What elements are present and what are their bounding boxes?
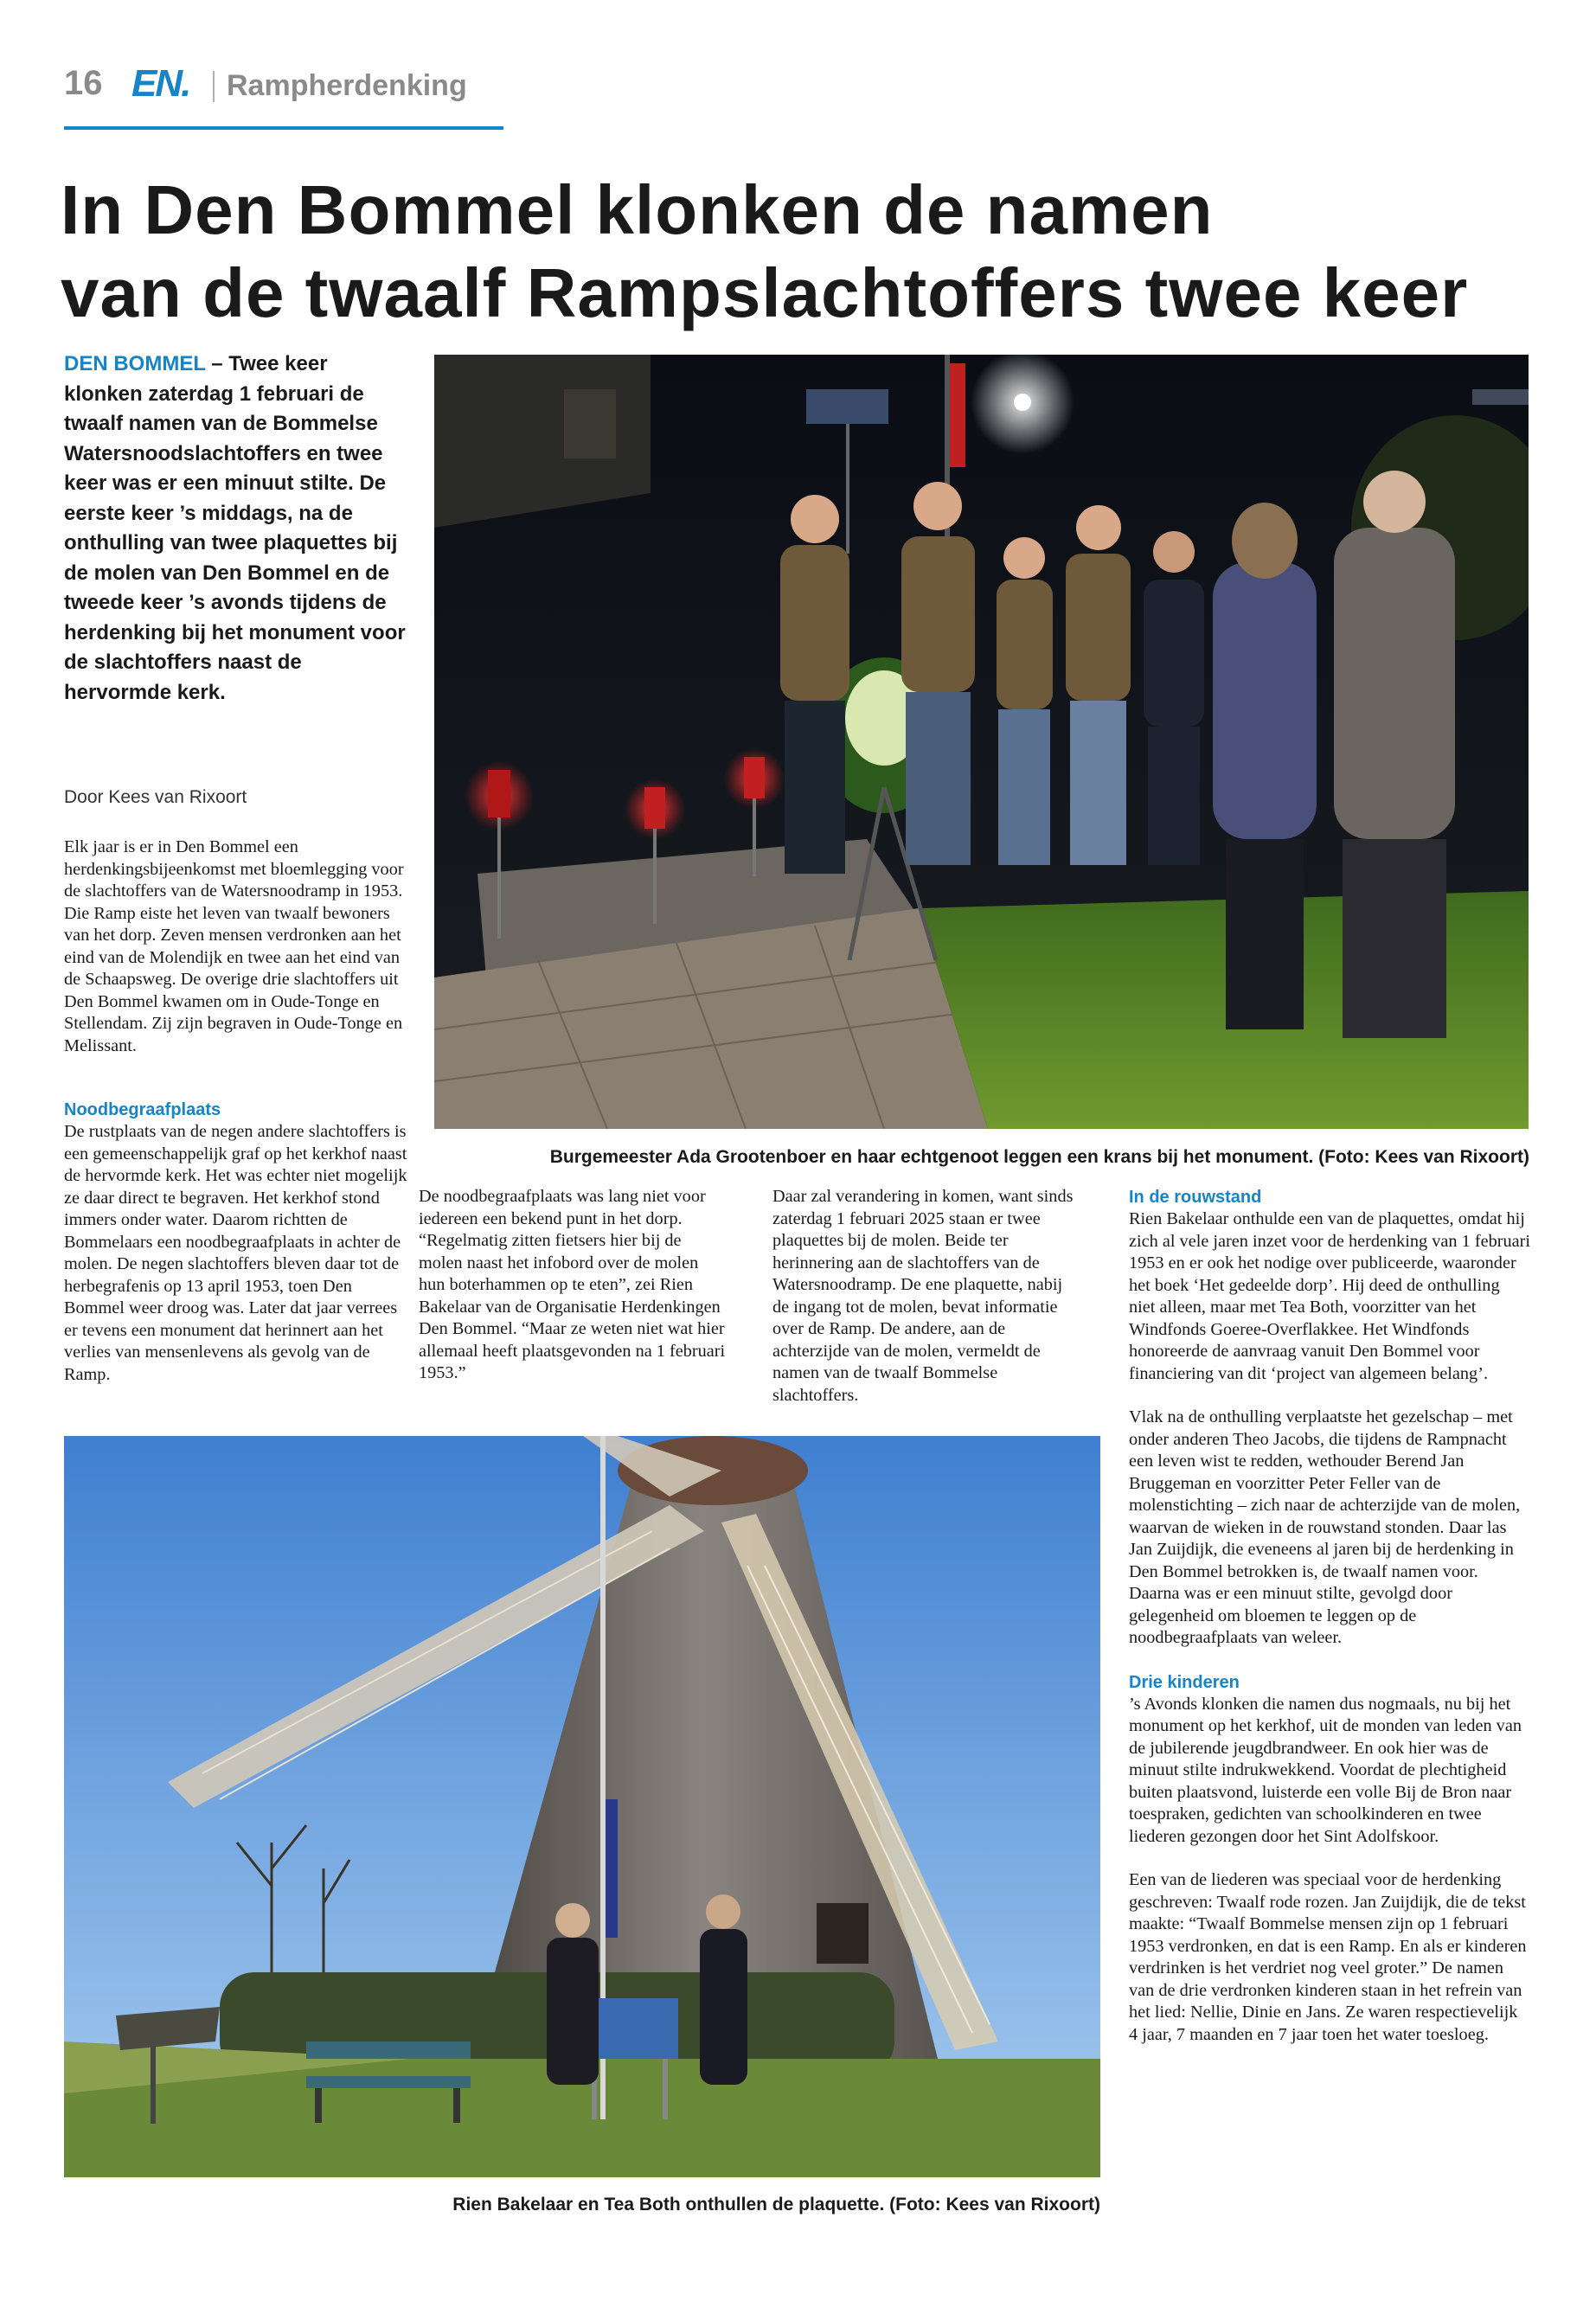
paragraph: De rustplaats van de negen andere slachtoffers is een gemeenschappelijk graf op het kerkhof naast de hervormde kerk. Het was echter niet mogelijk ze daar direct te begraven. Het kerkhof stond immers onder water. Daarom richtten de Bommelaars een noodbegraafplaats in achter de molen. De negen slachtoffers bleven daar tot de herbegrafenis op 13 april 1953, toen Den Bommel weer droog was. Later dat jaar verrees er tevens een monument dat herinnert aan het verlies van mensenlevens als gevolg van de Ramp.	[64, 1122, 407, 1384]
headline	[61, 169, 1548, 335]
subhead-drie-kinderen: Drie kinderen	[1129, 1672, 1240, 1692]
header-separator	[213, 71, 215, 102]
dateline: DEN BOMMEL	[64, 352, 206, 375]
paragraph: Een van de liederen was speciaal voor de herdenking geschreven: Twaalf rode rozen. Jan Zuijdijk, die de tekst maakte: “Twaalf Bommelse mensen zijn op 1 februari 1953 verdronken, en dat is een Ramp. En als er kinderen verdrinken is het verdriet nog veel groter.” De namen van de drie verdronken kinderen staan in het refrein van het lied: Nellie, Dinie en Jans. Ze waren respectievelijk 4 jaar, 7 maanden en 7 jaar toen het water toesloeg.	[1129, 1870, 1527, 2044]
column-1-bottom	[64, 1099, 410, 1386]
night-memorial-illustration	[434, 355, 1529, 1129]
intro-lead	[64, 349, 410, 708]
column-4	[1129, 1186, 1530, 2046]
header-rule	[64, 126, 503, 130]
publication-logo: EN.	[131, 62, 190, 105]
caption-bottom-photo: Rien Bakelaar en Tea Both onthullen de plaquette. (Foto: Kees van Rixoort)	[452, 2195, 1100, 2214]
column-2	[419, 1186, 727, 1385]
column-3	[772, 1186, 1080, 1407]
paragraph: ’s Avonds klonken die namen dus nogmaals, nu bij het monument op het kerkhof, uit de monden van leden van de jubilerende jeugdbrandweer. En ook hier was de minuut stilte indrukwekkend. Voordat de plechtigheid buiten plaatsvond, luisterde een volle Bij de Bron naar toespraken, gedichten van schoolkinderen en twee liederen gezongen door het Sint Adolfskoor.	[1129, 1694, 1522, 1846]
photo-windmill-unveiling	[64, 1436, 1100, 2177]
caption-top-photo: Burgemeester Ada Grootenboer en haar echtgenoot leggen een krans bij het monument. (Foto: Kees van Rixoort)	[549, 1147, 1529, 1167]
paragraph: Rien Bakelaar onthulde een van de plaquettes, omdat hij zich al vele jaren inzet voor de herdenking van 1 februari 1953 en er ook het nodige over publiceerde, waaronder het boek ‘Het gedeelde dorp’. Hij deed de onthulling niet alleen, maar met Tea Both, voorzitter van het Windfonds Goeree-Overflakkee. Het Windfonds honoreerde de aanvraag vanuit Den Bommel voor financiering van dit ‘project van algemeen belang’.	[1129, 1209, 1531, 1383]
headline-line-1: In Den Bommel klonken de namen	[61, 171, 1214, 248]
byline: Door Kees van Rixoort	[64, 787, 247, 807]
headline-line-2: van de twaalf Rampslachtoffers twee keer	[61, 254, 1469, 331]
paragraph: Vlak na de onthulling verplaatste het gezelschap – met onder anderen Theo Jacobs, die tijdens de Rampnacht een leven wist te redden, wethouder Berend Jan Bruggeman en voorzitter Peter Feller van de molenstichting – zich naar de achterzijde van de molen, waarvan de wieken in de rouwstand stonden. Daar las Jan Zuijdijk, die eveneens al jaren bij de herdenking in Den Bommel betrokken is, de twaalf namen voor. Daarna was er een minuut stilte, gevolgd door gelegenheid om bloemen te leggen op de noodbegraafplaats van weleer.	[1129, 1407, 1521, 1647]
subhead-noodbegraafplaats: Noodbegraafplaats	[64, 1100, 221, 1119]
paragraph: Elk jaar is er in Den Bommel een herdenkingsbijeenkomst met bloemlegging voor de slachtoffers van de Watersnoodramp in 1953. Die Ramp eiste het leven van twaalf bewoners van het dorp. Zeven mensen verdronken aan het eind van de Molendijk en twee aan het eind van de Schaapsweg. De overige drie slachtoffers uit Den Bommel kwamen om in Oude-Tonge en Stellendam. Zij zijn begraven in Oude-Tonge en Melissant.	[64, 837, 404, 1055]
subhead-in-de-rouwstand: In de rouwstand	[1129, 1188, 1262, 1207]
paragraph: Daar zal verandering in komen, want sinds zaterdag 1 februari 2025 staan er twee plaquettes bij de molen. Beide ter herinnering aan de slachtoffers van de Watersnoodramp. De ene plaquette, nabij de ingang tot de molen, bevat informatie over de Ramp. De andere, aan de achterzijde van de molen, vermeldt de namen van de twaalf Bommelse slachtoffers.	[772, 1187, 1074, 1405]
photo-night-memorial	[434, 355, 1529, 1129]
column-1-top	[64, 836, 410, 1057]
windmill-illustration	[64, 1436, 1100, 2177]
section-label: Rampherdenking	[227, 69, 467, 102]
intro-text: – Twee keer klonken zaterdag 1 februari de twaalf namen van de Bommelse Watersnoodslachtoffers en twee keer was er een minuut stilte. De eerste keer ’s middags, na de onthulling van twee plaquettes bij de molen van Den Bommel en de tweede keer ’s avonds tijdens de herdenking bij het monument voor de slachtoffers naast de hervormde kerk.	[64, 352, 406, 704]
page-number: 16	[64, 64, 103, 102]
paragraph: De noodbegraafplaats was lang niet voor iedereen een bekend punt in het dorp. “Regelmatig zitten fietsers hier bij de molen naast het infobord over de molen hun boterhammen op te eten”, zei Rien Bakelaar van de Organisatie Herdenkingen Den Bommel. “Maar ze weten niet wat hier allemaal heeft plaatsgevonden na 1 februari 1953.”	[419, 1187, 726, 1382]
